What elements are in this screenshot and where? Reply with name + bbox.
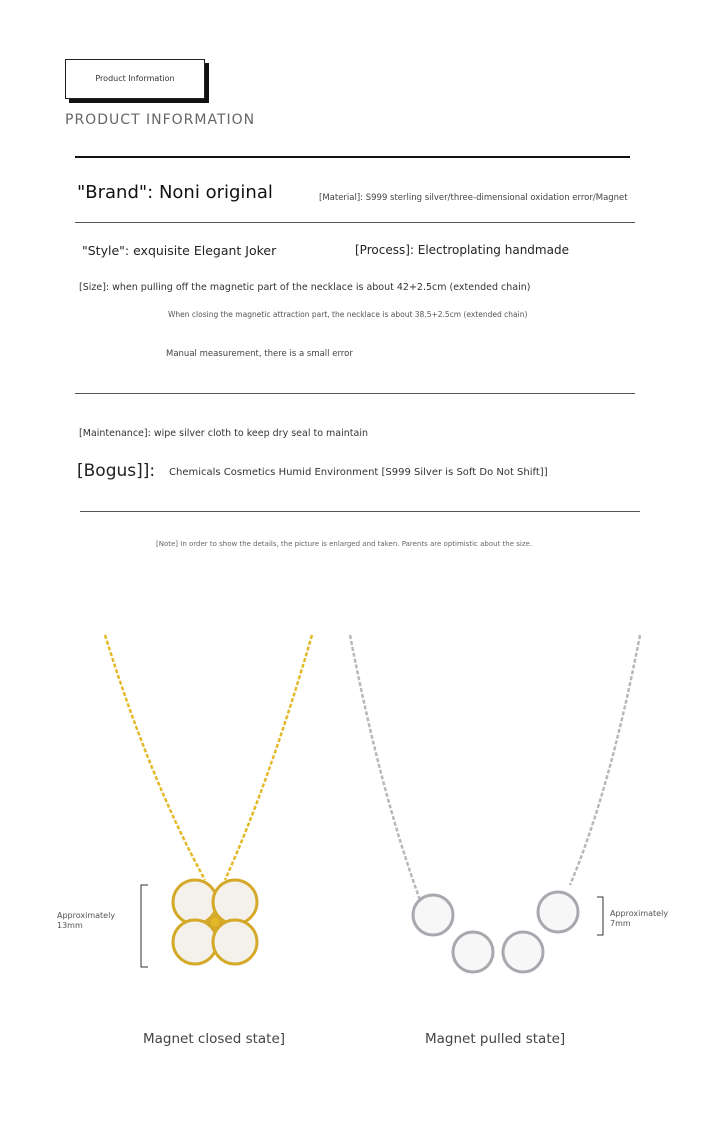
process-text: [Process]: Electroplating handmade: [355, 243, 569, 257]
measure-value: 7mm: [610, 919, 631, 928]
product-info-tag: Product Information: [65, 59, 205, 99]
size-closed-text: When closing the magnetic attraction part, the necklace is about 38.5+2.5cm (extended chain): [168, 310, 528, 319]
silver-necklace-image: [350, 635, 640, 972]
pulled-state-caption: Magnet pulled state]: [425, 1031, 566, 1047]
bogus-text: Chemicals Cosmetics Humid Environment [S999 Silver is Soft Do Not Shift]]: [169, 467, 548, 478]
material-text: [Material]: S999 sterling silver/three-dimensional oxidation error/Magnet: [319, 193, 628, 203]
brand-text: "Brand": Noni original: [77, 182, 273, 203]
maintenance-text: [Maintenance]: wipe silver cloth to keep dry seal to maintain: [79, 428, 368, 439]
pulled-measure-label: [610, 909, 668, 929]
closed-state-caption: Magnet closed state]: [143, 1031, 286, 1047]
size-text: [Size]: when pulling off the magnetic part of the necklace is about 42+2.5cm (extended chain): [79, 282, 531, 293]
size-note-text: Manual measurement, there is a small error: [166, 349, 353, 359]
section-title: PRODUCT INFORMATION: [65, 112, 256, 128]
note-text: [Note] In order to show the details, the picture is enlarged and taken. Parents are optimistic about the size.: [156, 540, 533, 548]
measure-label: Approximately: [610, 909, 669, 918]
measure-label: Approximately: [57, 911, 116, 920]
measure-value: 13mm: [57, 921, 83, 930]
style-text: "Style": exquisite Elegant Joker: [82, 243, 277, 258]
gold-necklace-image: [105, 635, 312, 967]
closed-measure-label: [57, 911, 115, 931]
bogus-label: [Bogus]]:: [77, 461, 156, 481]
